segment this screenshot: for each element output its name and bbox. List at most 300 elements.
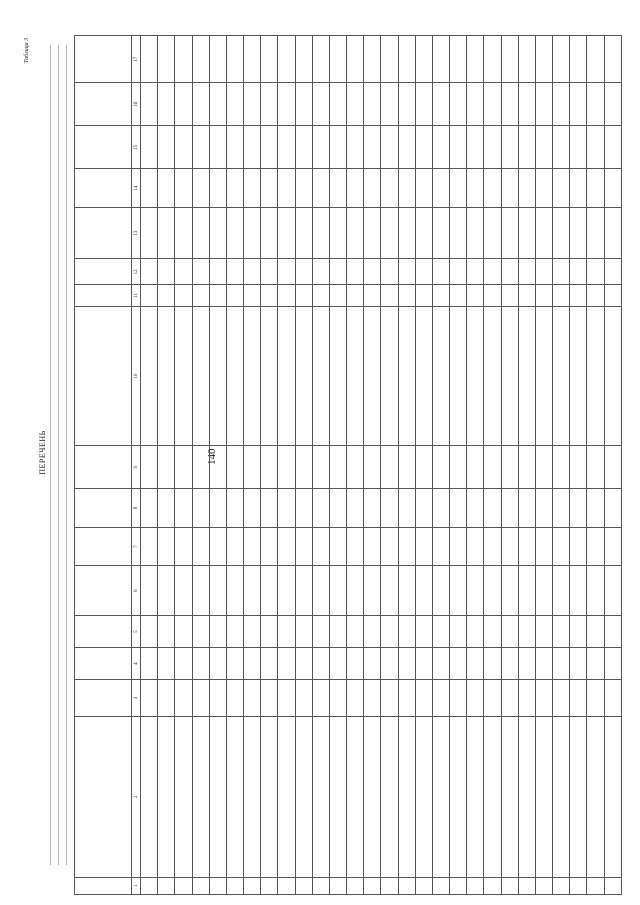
- table-cell: [415, 126, 432, 169]
- table-cell: [364, 615, 381, 647]
- table-cell: [141, 285, 158, 306]
- table-cell: [587, 566, 604, 615]
- table-cell: [535, 527, 552, 566]
- table-cell: [175, 680, 192, 717]
- table-cell: [398, 877, 415, 894]
- table-cell: [415, 446, 432, 489]
- table-cell: [381, 36, 398, 83]
- table-cell: [261, 306, 278, 446]
- column-number: 12: [132, 259, 141, 285]
- table-cell: [535, 680, 552, 717]
- table-cell: [432, 259, 449, 285]
- table-cell: [158, 446, 175, 489]
- table-row: [587, 36, 604, 895]
- table-cell: [432, 169, 449, 208]
- table-cell: [587, 285, 604, 306]
- table-cell: [415, 169, 432, 208]
- table-cell: [261, 489, 278, 528]
- table-cell: [398, 648, 415, 680]
- table-cell: [501, 446, 518, 489]
- table-cell: [553, 306, 570, 446]
- table-cell: [587, 83, 604, 126]
- table-cell: [518, 169, 535, 208]
- table-cell: [432, 615, 449, 647]
- table-cell: [518, 259, 535, 285]
- table-cell: [501, 716, 518, 877]
- table-cell: [278, 877, 295, 894]
- table-cell: [484, 83, 501, 126]
- table-cell: [175, 615, 192, 647]
- table-cell: [518, 489, 535, 528]
- table-cell: [244, 36, 261, 83]
- table-cell: [604, 716, 621, 877]
- header-cell: [75, 489, 132, 528]
- table-cell: [364, 877, 381, 894]
- table-cell: [175, 877, 192, 894]
- table-cell: [312, 285, 329, 306]
- table-cell: [158, 126, 175, 169]
- table-cell: [535, 566, 552, 615]
- table-cell: [553, 716, 570, 877]
- table-cell: [329, 83, 346, 126]
- table-row: [381, 36, 398, 895]
- table-cell: [209, 716, 226, 877]
- table-cell: [398, 83, 415, 126]
- table-cell: [329, 566, 346, 615]
- column-number: 7: [132, 527, 141, 566]
- table-cell: [415, 680, 432, 717]
- table-cell: [175, 126, 192, 169]
- table-cell: [484, 648, 501, 680]
- document-title: ПЕРЕЧЕНЬ: [38, 430, 47, 475]
- header-cell: [75, 36, 132, 83]
- table-cell: [158, 716, 175, 877]
- table-cell: [604, 527, 621, 566]
- table-cell: [244, 83, 261, 126]
- table-cell: [209, 285, 226, 306]
- table-cell: [192, 877, 209, 894]
- table-cell: [484, 207, 501, 259]
- table-cell: [192, 36, 209, 83]
- table-cell: [158, 615, 175, 647]
- table-cell: [364, 83, 381, 126]
- table-cell: [398, 126, 415, 169]
- table-cell: [329, 259, 346, 285]
- table-cell: [450, 285, 467, 306]
- table-cell: [587, 446, 604, 489]
- table-cell: [398, 36, 415, 83]
- table-cell: [604, 680, 621, 717]
- table-cell: [226, 527, 243, 566]
- table-cell: [467, 446, 484, 489]
- table-cell: [381, 489, 398, 528]
- table-cell: [501, 285, 518, 306]
- table-cell: [261, 126, 278, 169]
- table-cell: [312, 615, 329, 647]
- table-cell: [570, 527, 587, 566]
- header-cell: [75, 285, 132, 306]
- table-cell: [312, 83, 329, 126]
- table-cell: [141, 83, 158, 126]
- table-cell: [535, 716, 552, 877]
- table-cell: [158, 566, 175, 615]
- table-cell: [261, 716, 278, 877]
- column-number: 2: [132, 716, 141, 877]
- table-cell: [209, 648, 226, 680]
- column-number-row: [132, 36, 141, 895]
- table-cell: [312, 489, 329, 528]
- table-cell: [398, 169, 415, 208]
- table-row: [226, 36, 243, 895]
- table-cell: [587, 615, 604, 647]
- table-cell: [141, 36, 158, 83]
- table-cell: [587, 716, 604, 877]
- table-cell: [535, 36, 552, 83]
- table-row: [158, 36, 175, 895]
- table-cell: [347, 259, 364, 285]
- table-cell: [312, 259, 329, 285]
- table-cell: [347, 680, 364, 717]
- table-cell: [432, 716, 449, 877]
- table-cell: [450, 615, 467, 647]
- header-cell: [75, 527, 132, 566]
- table-cell: [295, 207, 312, 259]
- table-cell: [364, 489, 381, 528]
- table-cell: [484, 285, 501, 306]
- table-cell: [158, 169, 175, 208]
- table-cell: [158, 489, 175, 528]
- table-cell: [587, 169, 604, 208]
- table-cell: [518, 877, 535, 894]
- table-cell: [244, 259, 261, 285]
- table-cell: [484, 716, 501, 877]
- table-cell: [553, 489, 570, 528]
- table-cell: [415, 648, 432, 680]
- table-cell: [192, 716, 209, 877]
- register-table: [74, 35, 622, 895]
- table-cell: [295, 285, 312, 306]
- table-cell: [278, 446, 295, 489]
- table-cell: [553, 446, 570, 489]
- table-cell: [295, 527, 312, 566]
- table-cell: [484, 489, 501, 528]
- header-cell: [75, 446, 132, 489]
- table-cell: [295, 648, 312, 680]
- table-cell: [278, 680, 295, 717]
- table-cell: [535, 446, 552, 489]
- column-number: 11: [132, 285, 141, 306]
- table-cell: [347, 169, 364, 208]
- table-cell: [518, 83, 535, 126]
- table-cell: [467, 877, 484, 894]
- table-cell: [398, 680, 415, 717]
- table-cell: [226, 877, 243, 894]
- table-cell: [347, 83, 364, 126]
- table-cell: [604, 446, 621, 489]
- table-cell: [604, 207, 621, 259]
- table-cell: [141, 716, 158, 877]
- table-cell: [347, 285, 364, 306]
- table-cell: [398, 527, 415, 566]
- table-cell: [209, 83, 226, 126]
- table-cell: [364, 680, 381, 717]
- table-cell: [141, 169, 158, 208]
- table-cell: [415, 207, 432, 259]
- table-cell: [518, 566, 535, 615]
- table-cell: [381, 716, 398, 877]
- table-row: [261, 36, 278, 895]
- table-cell: [484, 877, 501, 894]
- table-cell: [484, 36, 501, 83]
- table-cell: [604, 877, 621, 894]
- table-cell: [553, 566, 570, 615]
- column-number: 6: [132, 566, 141, 615]
- table-cell: [484, 446, 501, 489]
- table-cell: [415, 566, 432, 615]
- table-row: [450, 36, 467, 895]
- table-cell: [312, 566, 329, 615]
- table-cell: [604, 259, 621, 285]
- table-cell: [535, 83, 552, 126]
- table-cell: [432, 306, 449, 446]
- table-cell: [347, 207, 364, 259]
- table-cell: [415, 36, 432, 83]
- table-cell: [244, 126, 261, 169]
- table-cell: [398, 489, 415, 528]
- table-cell: [570, 877, 587, 894]
- table-cell: [415, 716, 432, 877]
- table-cell: [209, 259, 226, 285]
- table-row: [364, 36, 381, 895]
- table-cell: [415, 877, 432, 894]
- table-row: [570, 36, 587, 895]
- table-cell: [141, 306, 158, 446]
- table-cell: [450, 716, 467, 877]
- table-row: [175, 36, 192, 895]
- table-cell: [192, 207, 209, 259]
- table-cell: [467, 169, 484, 208]
- table-cell: [175, 716, 192, 877]
- table-cell: [587, 306, 604, 446]
- table-cell: [312, 126, 329, 169]
- header-cell: [75, 169, 132, 208]
- table-cell: [518, 306, 535, 446]
- table-cell: [295, 489, 312, 528]
- header-cell: [75, 615, 132, 647]
- table-cell: [278, 285, 295, 306]
- table-row: [432, 36, 449, 895]
- table-cell: [484, 527, 501, 566]
- table-cell: [244, 306, 261, 446]
- table-cell: [278, 489, 295, 528]
- column-number: 1: [132, 877, 141, 894]
- table-cell: [432, 566, 449, 615]
- table-cell: [141, 527, 158, 566]
- table-cell: [587, 36, 604, 83]
- table-cell: [329, 877, 346, 894]
- header-cell: [75, 306, 132, 446]
- table-cell: [518, 716, 535, 877]
- table-cell: [226, 259, 243, 285]
- table-cell: [244, 615, 261, 647]
- table-row: [141, 36, 158, 895]
- page-number: 140: [206, 448, 218, 465]
- table-cell: [295, 259, 312, 285]
- table-cell: [329, 126, 346, 169]
- table-cell: [278, 259, 295, 285]
- column-number: 3: [132, 680, 141, 717]
- table-cell: [398, 259, 415, 285]
- table-cell: [175, 566, 192, 615]
- table-cell: [450, 36, 467, 83]
- table-row: [518, 36, 535, 895]
- table-cell: [226, 680, 243, 717]
- table-cell: [175, 169, 192, 208]
- table-cell: [295, 446, 312, 489]
- table-cell: [415, 285, 432, 306]
- table-cell: [518, 207, 535, 259]
- table-cell: [518, 615, 535, 647]
- table-cell: [398, 716, 415, 877]
- table-cell: [312, 36, 329, 83]
- table-cell: [175, 36, 192, 83]
- table-cell: [381, 446, 398, 489]
- table-cell: [450, 207, 467, 259]
- column-number: 5: [132, 615, 141, 647]
- table-cell: [244, 285, 261, 306]
- table-cell: [226, 83, 243, 126]
- table-cell: [329, 207, 346, 259]
- table-cell: [261, 83, 278, 126]
- table-cell: [158, 259, 175, 285]
- table-cell: [467, 615, 484, 647]
- table-cell: [450, 877, 467, 894]
- table-cell: [192, 169, 209, 208]
- table-cell: [158, 527, 175, 566]
- table-cell: [415, 527, 432, 566]
- table-cell: [312, 169, 329, 208]
- table-cell: [467, 648, 484, 680]
- table-cell: [175, 489, 192, 528]
- table-cell: [329, 648, 346, 680]
- table-cell: [192, 527, 209, 566]
- table-cell: [329, 446, 346, 489]
- table-cell: [192, 83, 209, 126]
- table-cell: [604, 169, 621, 208]
- table-cell: [141, 566, 158, 615]
- table-cell: [141, 648, 158, 680]
- table-cell: [347, 615, 364, 647]
- table-cell: [604, 306, 621, 446]
- table-cell: [295, 680, 312, 717]
- table-cell: [432, 446, 449, 489]
- table-cell: [553, 648, 570, 680]
- table-cell: [518, 36, 535, 83]
- table-cell: [295, 306, 312, 446]
- column-number: 14: [132, 169, 141, 208]
- table-cell: [364, 716, 381, 877]
- table-cell: [587, 126, 604, 169]
- table-cell: [604, 126, 621, 169]
- table-cell: [604, 83, 621, 126]
- table-cell: [226, 446, 243, 489]
- table-cell: [484, 615, 501, 647]
- table-cell: [518, 527, 535, 566]
- table-cell: [364, 207, 381, 259]
- table-cell: [501, 126, 518, 169]
- table-cell: [518, 446, 535, 489]
- table-cell: [398, 207, 415, 259]
- table-cell: [158, 680, 175, 717]
- table-cell: [295, 716, 312, 877]
- table-cell: [226, 566, 243, 615]
- table-cell: [312, 716, 329, 877]
- table-cell: [312, 446, 329, 489]
- table-cell: [364, 259, 381, 285]
- table-cell: [381, 648, 398, 680]
- table-cell: [244, 877, 261, 894]
- table-cell: [141, 126, 158, 169]
- table-cell: [535, 615, 552, 647]
- header-cell: [75, 83, 132, 126]
- table-cell: [501, 877, 518, 894]
- table-cell: [347, 489, 364, 528]
- table-cell: [381, 877, 398, 894]
- table-cell: [381, 126, 398, 169]
- table-cell: [261, 285, 278, 306]
- table-cell: [175, 648, 192, 680]
- table-cell: [278, 207, 295, 259]
- table-cell: [570, 446, 587, 489]
- table-cell: [484, 566, 501, 615]
- table-cell: [381, 83, 398, 126]
- table-cell: [141, 877, 158, 894]
- table-cell: [501, 306, 518, 446]
- table-cell: [364, 306, 381, 446]
- table-cell: [158, 877, 175, 894]
- header-cell: [75, 680, 132, 717]
- table-cell: [467, 207, 484, 259]
- table-cell: [415, 489, 432, 528]
- table-cell: [570, 36, 587, 83]
- table-cell: [604, 615, 621, 647]
- header-cell: [75, 259, 132, 285]
- table-cell: [484, 306, 501, 446]
- table-cell: [175, 306, 192, 446]
- table-cell: [364, 527, 381, 566]
- table-cell: [329, 285, 346, 306]
- header-cell: [75, 566, 132, 615]
- table-cell: [432, 207, 449, 259]
- table-cell: [141, 207, 158, 259]
- table-cell: [141, 259, 158, 285]
- table-cell: [192, 680, 209, 717]
- table-cell: [312, 877, 329, 894]
- table-cell: [553, 527, 570, 566]
- table-cell: [450, 648, 467, 680]
- table-cell: [192, 489, 209, 528]
- table-cell: [158, 285, 175, 306]
- table-cell: [553, 126, 570, 169]
- table-cell: [381, 285, 398, 306]
- table-row: [278, 36, 295, 895]
- table-cell: [329, 680, 346, 717]
- table-cell: [158, 207, 175, 259]
- table-cell: [535, 207, 552, 259]
- table-cell: [209, 207, 226, 259]
- table-cell: [175, 285, 192, 306]
- header-row: [75, 36, 132, 895]
